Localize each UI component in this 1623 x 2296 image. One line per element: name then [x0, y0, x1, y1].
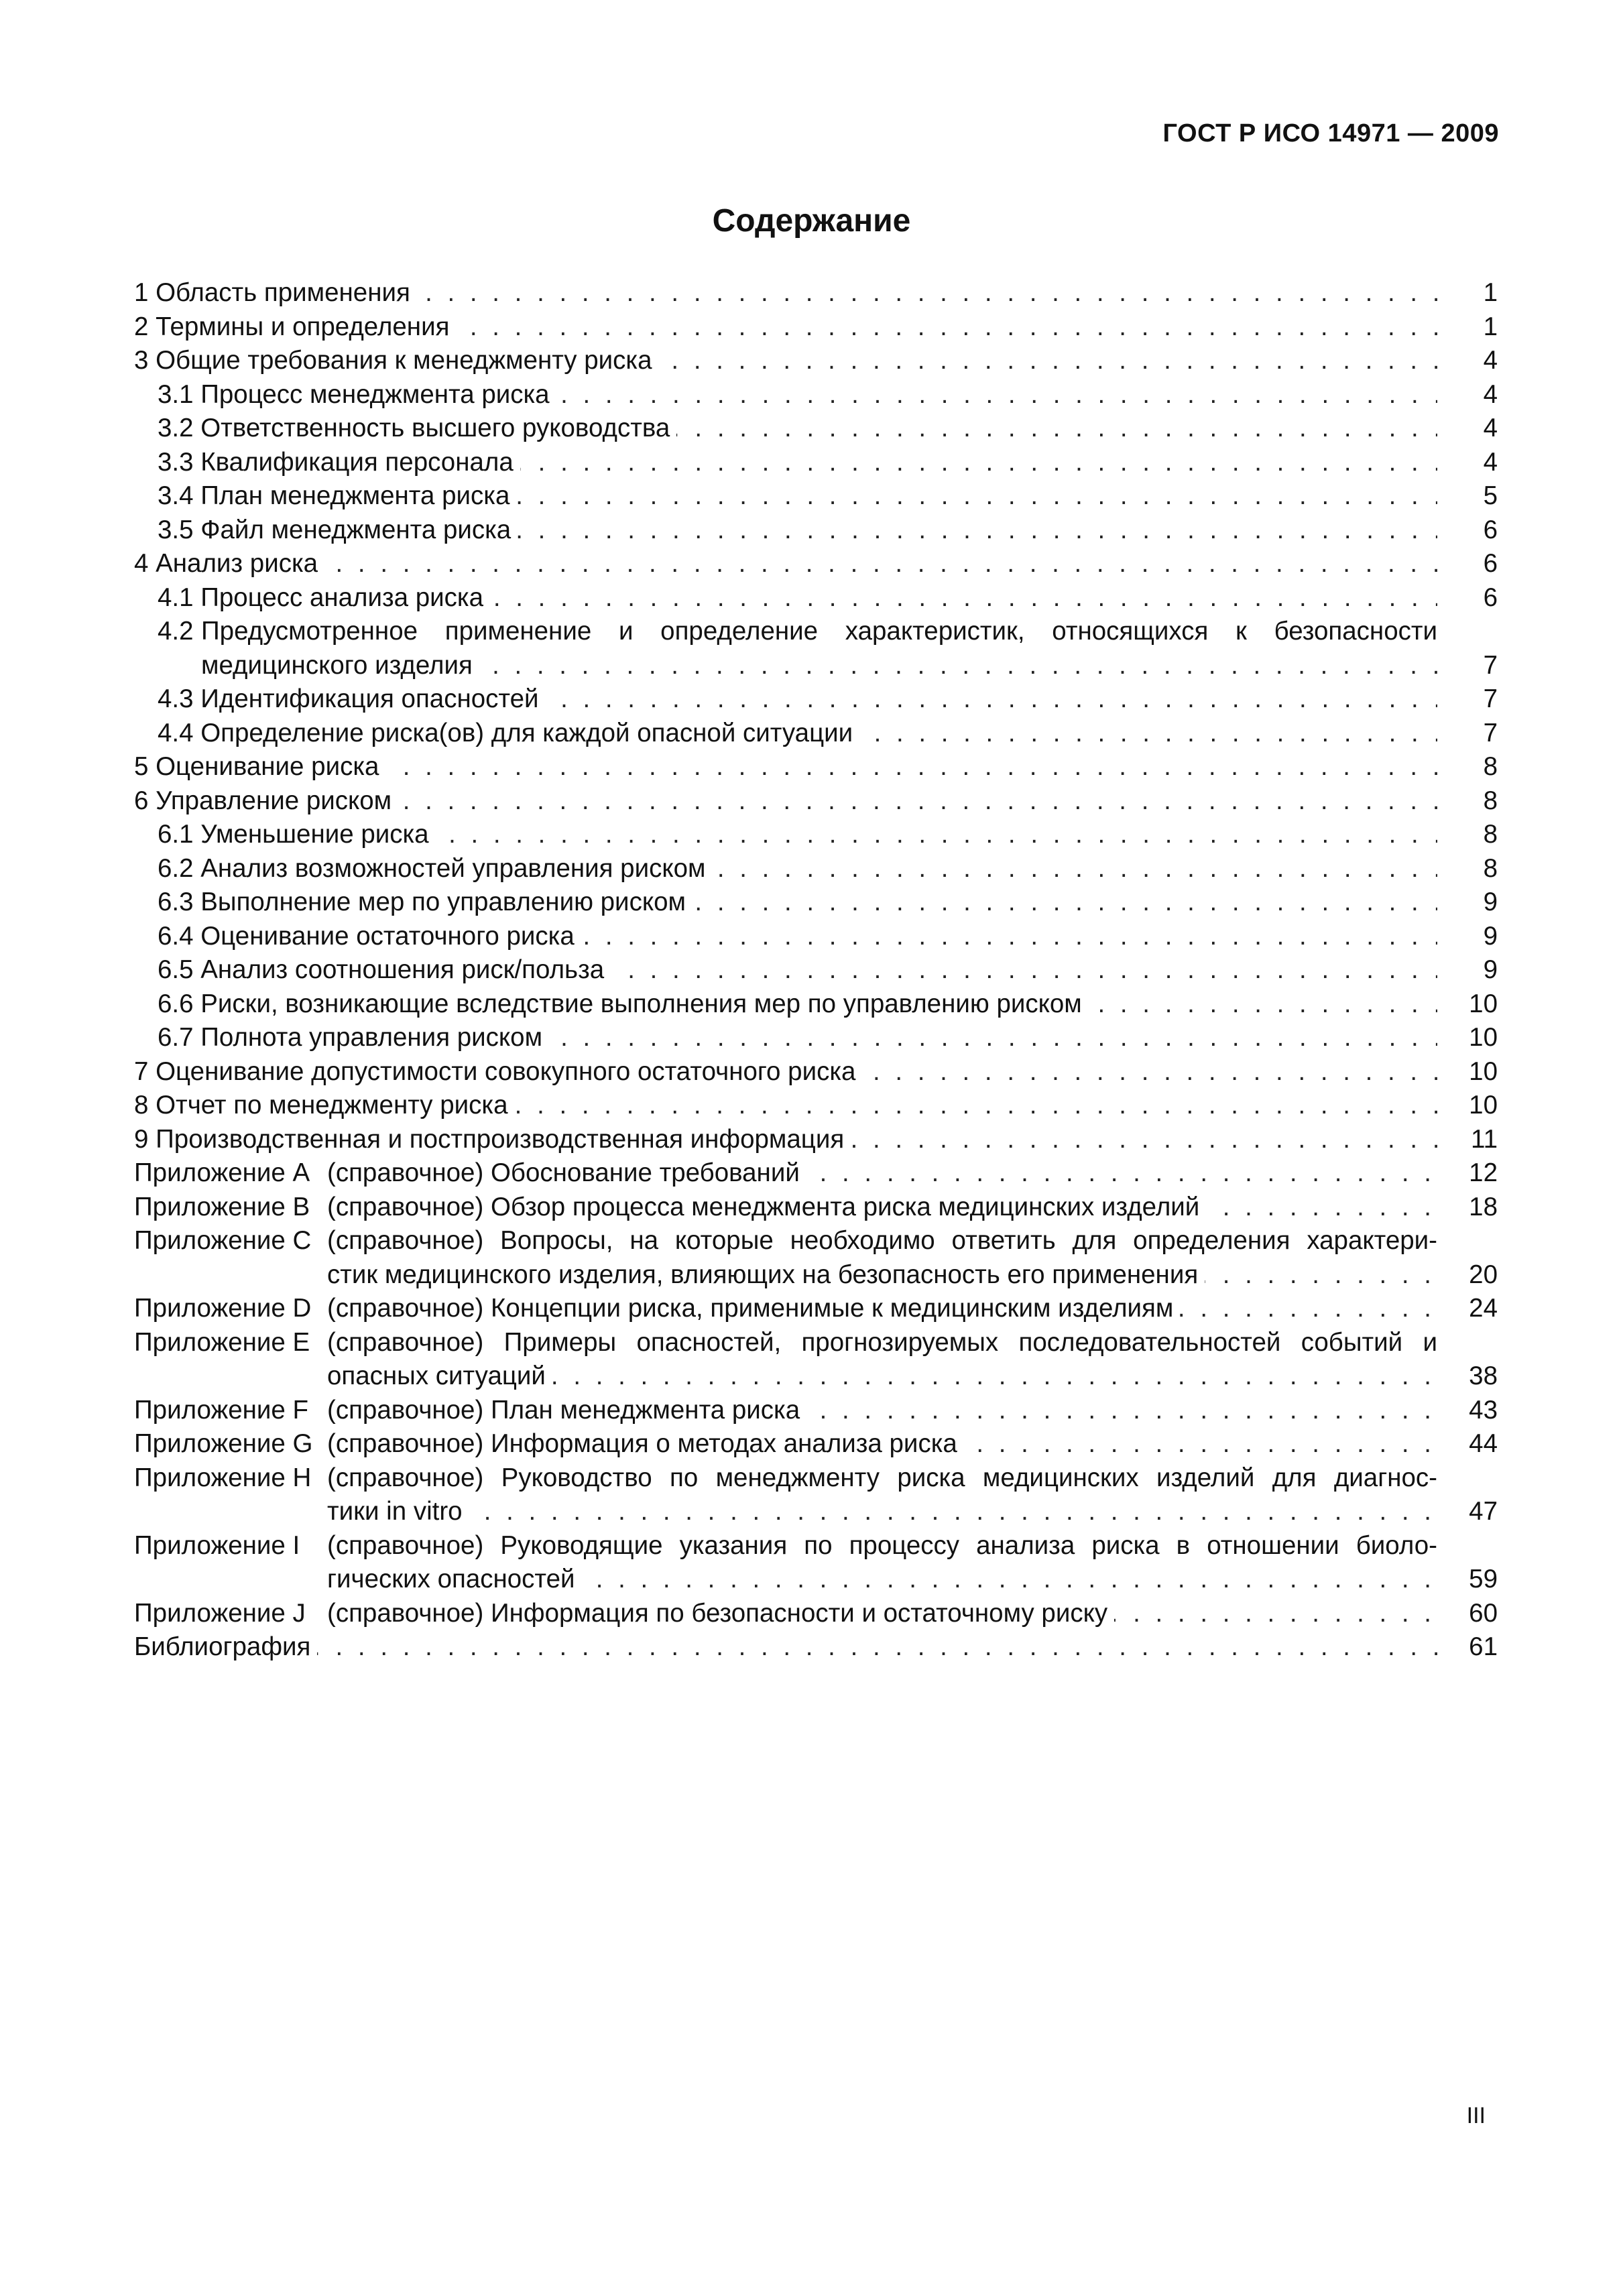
toc-entry-title: 4.4 Определение риска(ов) для каждой опасной ситуации	[158, 719, 859, 747]
toc-title: Содержание	[712, 203, 911, 239]
toc-entry-number: Приложение Е	[134, 1327, 310, 1357]
toc-entry-page: 20	[1469, 1260, 1498, 1289]
toc-entry	[134, 886, 1498, 920]
toc-entry-page: 6	[1483, 515, 1498, 544]
toc-entry-title-line2: опасных ситуаций	[327, 1362, 552, 1390]
table-of-contents	[134, 276, 1498, 1665]
toc-entry-page: 24	[1469, 1294, 1498, 1323]
toc-entry-number: Приложение D	[134, 1294, 312, 1323]
toc-entry-page: 61	[1469, 1632, 1498, 1661]
toc-entry-title: 3.5 Файл менеджмента риска	[158, 516, 518, 544]
toc-entry-title: 4.3 Идентификация опасностей	[158, 684, 546, 713]
toc-entry	[134, 1021, 1498, 1055]
toc-entry	[134, 1597, 1498, 1631]
toc-entry-number: 4.2	[158, 617, 194, 646]
toc-entry-page: 10	[1469, 1091, 1498, 1120]
toc-entry-number: Приложение I	[134, 1530, 300, 1560]
toc-entry-title: 3.4 План менеджмента риска	[158, 481, 516, 510]
toc-entry-title: 8 Отчет по менеджменту риска	[134, 1091, 515, 1120]
toc-entry	[134, 344, 1498, 378]
toc-entry-title: 6.3 Выполнение мер по управлению риском	[158, 888, 693, 916]
toc-entry-title: 4 Анализ риска	[134, 549, 324, 578]
toc-entry-title: 6.7 Полнота управления риском	[158, 1023, 549, 1052]
toc-entry-title: (справочное) Концепции риска, применимые к медицинским изделиям	[327, 1294, 1180, 1323]
toc-entry	[134, 1055, 1498, 1089]
toc-entry	[134, 717, 1498, 751]
toc-entry-page: 1	[1483, 278, 1498, 307]
toc-entry-number: Приложение С	[134, 1226, 312, 1255]
toc-entry-title: 3 Общие требования к менеджменту риска	[134, 346, 659, 375]
toc-entry-page: 60	[1469, 1598, 1498, 1628]
toc-entry-number: Приложение В	[134, 1192, 310, 1221]
toc-entry-title: (справочное) Информация по безопасности и остаточному риску	[327, 1599, 1114, 1628]
toc-entry	[134, 1529, 1498, 1597]
toc-entry-page: 59	[1469, 1565, 1498, 1593]
toc-entry-number: Приложение Н	[134, 1463, 312, 1492]
toc-entry	[134, 1191, 1498, 1225]
toc-entry	[134, 1461, 1498, 1529]
toc-entry-page: 7	[1483, 684, 1498, 713]
toc-entry-title-line1: (справочное) Вопросы, на которые необходимо ответить для определения характери-	[327, 1226, 1437, 1255]
toc-entry-title: 6 Управление риском	[134, 786, 398, 815]
toc-entry	[134, 378, 1498, 412]
toc-entry	[134, 682, 1498, 717]
toc-entry-title: Библиография	[134, 1632, 317, 1661]
toc-entry	[134, 1156, 1498, 1191]
standard-designation: ГОСТ Р ИСО 14971 — 2009	[1162, 119, 1499, 147]
toc-entry-title: 3.2 Ответственность высшего руководства	[158, 414, 676, 442]
toc-entry	[134, 852, 1498, 886]
toc-entry	[134, 818, 1498, 852]
toc-entry-page: 7	[1483, 650, 1498, 680]
toc-entry	[134, 446, 1498, 480]
toc-entry	[134, 1394, 1498, 1428]
toc-entry	[134, 1224, 1498, 1292]
toc-entry-page: 6	[1483, 583, 1498, 612]
toc-entry-page: 11	[1471, 1124, 1498, 1154]
toc-entry-title-line1: (справочное) Примеры опасностей, прогнозируемых последовательностей событий и	[327, 1327, 1437, 1357]
toc-entry	[134, 987, 1498, 1022]
toc-entry-page: 8	[1483, 786, 1498, 815]
toc-entry-page: 10	[1469, 1023, 1498, 1052]
toc-entry	[134, 1326, 1498, 1394]
toc-entry-title-line2: гических опасностей	[327, 1565, 582, 1593]
toc-entry-title: 6.5 Анализ соотношения риск/польза	[158, 955, 611, 984]
toc-entry-title-line2: тики in vitro	[327, 1497, 469, 1526]
toc-entry-title: 6.4 Оценивание остаточного риска	[158, 922, 581, 951]
toc-entry-page: 47	[1469, 1497, 1498, 1526]
toc-entry-page: 38	[1469, 1362, 1498, 1390]
toc-entry-title-line1: (справочное) Руководящие указания по процессу анализа риска в отношении биоло-	[327, 1530, 1437, 1560]
toc-entry	[134, 1292, 1498, 1326]
toc-entry-title: 6.1 Уменьшение риска	[158, 820, 436, 849]
toc-entry-page: 44	[1469, 1429, 1498, 1458]
toc-entry-title: 9 Производственная и постпроизводственная информация	[134, 1125, 851, 1154]
toc-entry	[134, 615, 1498, 682]
toc-entry	[134, 1427, 1498, 1461]
toc-entry	[134, 1630, 1498, 1665]
page-number: III	[1466, 2103, 1486, 2128]
toc-entry-page: 9	[1483, 955, 1498, 984]
toc-entry	[134, 953, 1498, 987]
toc-entry-page: 9	[1483, 888, 1498, 916]
toc-entry	[134, 750, 1498, 784]
toc-entry-page: 4	[1483, 447, 1498, 477]
toc-entry-title: 3.3 Квалификация персонала	[158, 448, 520, 477]
toc-entry-title: 4.1 Процесс анализа риска	[158, 583, 490, 612]
toc-entry-page: 9	[1483, 921, 1498, 951]
toc-entry-title: (справочное) Обоснование требований	[327, 1158, 806, 1187]
toc-entry-number: Приложение J	[134, 1598, 306, 1628]
toc-entry-title-line1: Предусмотренное применение и определение характеристик, относящихся к безопасности	[201, 617, 1437, 646]
toc-entry-title: (справочное) Обзор процесса менеджмента риска медицинских изделий	[327, 1193, 1206, 1221]
toc-entry-title: 7 Оценивание допустимости совокупного остаточного риска	[134, 1057, 862, 1086]
toc-entry-page: 10	[1469, 1056, 1498, 1086]
toc-entry-title: 3.1 Процесс менеджмента риска	[158, 380, 556, 409]
toc-entry-title: (справочное) План менеджмента риска	[327, 1396, 806, 1425]
toc-entry	[134, 1089, 1498, 1123]
toc-entry-page: 18	[1469, 1192, 1498, 1221]
toc-entry	[134, 581, 1498, 615]
toc-entry-title: (справочное) Информация о методах анализа риска	[327, 1429, 964, 1458]
toc-entry-page: 5	[1483, 481, 1498, 510]
toc-entry-page: 6	[1483, 549, 1498, 578]
toc-entry	[134, 784, 1498, 819]
toc-entry-number: Приложение G	[134, 1429, 313, 1458]
toc-entry-page: 1	[1483, 312, 1498, 341]
toc-entry-number: Приложение F	[134, 1395, 309, 1425]
toc-entry	[134, 547, 1498, 581]
toc-entry-page: 4	[1483, 379, 1498, 409]
toc-entry-page: 10	[1469, 989, 1498, 1018]
toc-entry-title-line1: (справочное) Руководство по менеджменту риска медицинских изделий для диагнос-	[327, 1463, 1437, 1492]
toc-entry	[134, 513, 1498, 548]
toc-entry-page: 7	[1483, 718, 1498, 747]
toc-entry-page: 43	[1469, 1395, 1498, 1425]
toc-entry-page: 4	[1483, 414, 1498, 442]
toc-entry-title: 1 Область применения	[134, 278, 417, 307]
toc-entry-page: 8	[1483, 853, 1498, 883]
toc-entry-title: 6.2 Анализ возможностей управления риском	[158, 854, 713, 883]
toc-entry	[134, 276, 1498, 310]
toc-entry-title: 5 Оценивание риска	[134, 752, 385, 781]
toc-entry-page: 4	[1483, 346, 1498, 375]
toc-entry	[134, 1123, 1498, 1157]
toc-entry-page: 12	[1469, 1158, 1498, 1187]
toc-entry-page: 8	[1483, 820, 1498, 849]
toc-entry-title: 6.6 Риски, возникающие вследствие выполнения мер по управлению риском	[158, 989, 1089, 1018]
toc-entry-title-line2: стик медицинского изделия, влияющих на безопасность его применения	[327, 1260, 1205, 1289]
toc-entry	[134, 920, 1498, 954]
toc-entry-page: 8	[1483, 752, 1498, 781]
toc-entry	[134, 310, 1498, 345]
toc-entry	[134, 412, 1498, 446]
toc-entry	[134, 479, 1498, 513]
toc-entry-title-line2: медицинского изделия	[201, 651, 479, 680]
toc-entry-number: Приложение А	[134, 1158, 310, 1187]
toc-entry-title: 2 Термины и определения	[134, 312, 456, 341]
